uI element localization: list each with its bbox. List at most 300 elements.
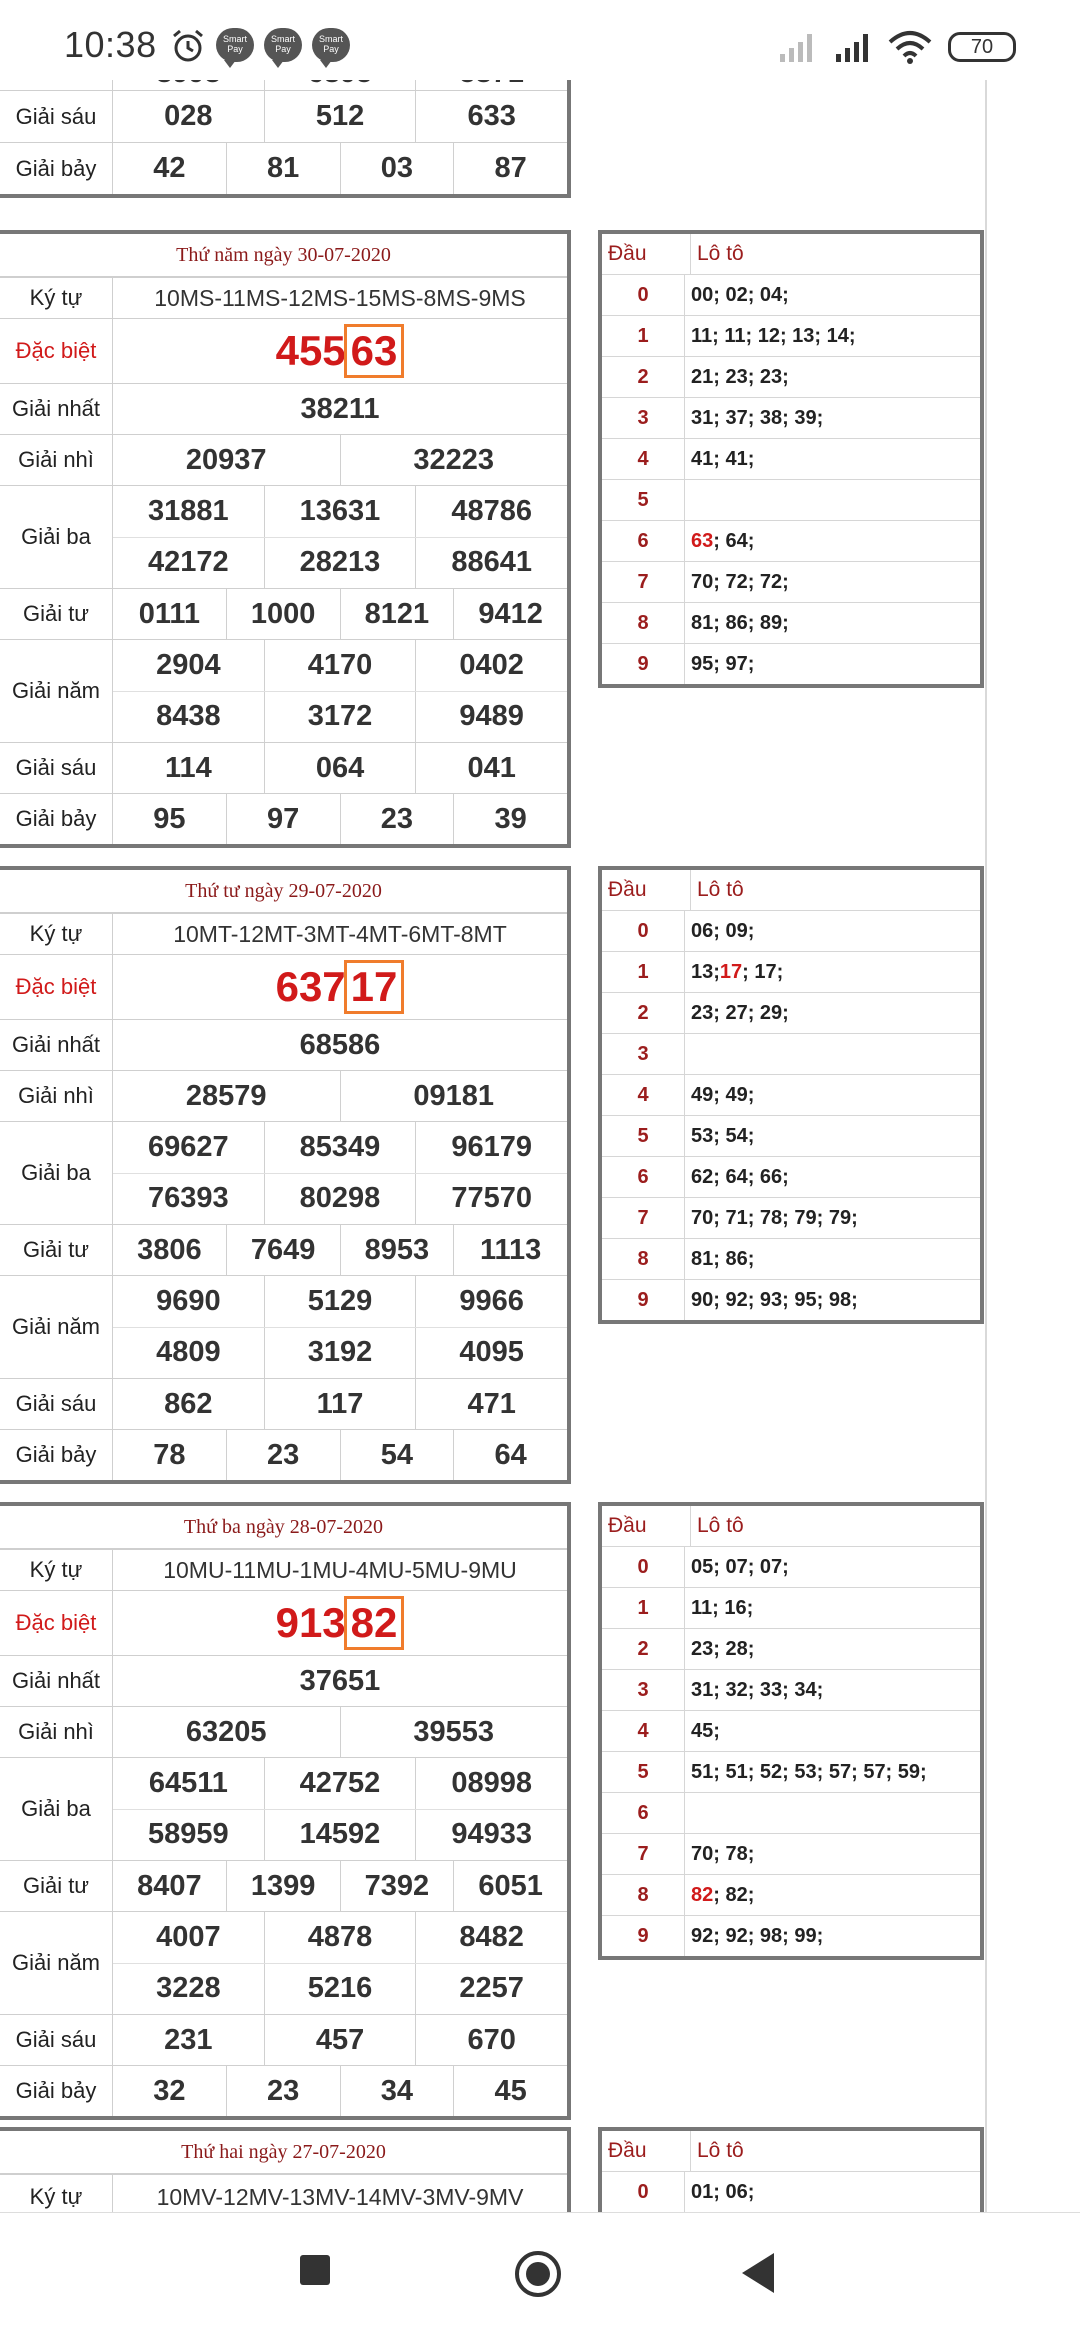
loto-head-digit: 4 (602, 439, 685, 479)
ky-tu-codes: 10MS-11MS-12MS-15MS-8MS-9MS (154, 284, 526, 311)
wifi-icon (888, 30, 932, 64)
prize-row (0, 742, 567, 793)
prize-values (113, 435, 567, 485)
prize-number: 42 (153, 152, 186, 184)
prize-label: Ký tự (0, 914, 113, 954)
loto-values (685, 1752, 980, 1792)
prize-label: Đặc biệt (0, 319, 113, 383)
prize-values-row (113, 1809, 567, 1861)
loto-row (602, 2171, 980, 2212)
results-table-partial-top (0, 60, 571, 198)
prize-number: 041 (415, 743, 567, 793)
loto-head-digit: 9 (602, 1280, 685, 1320)
loto-row (602, 992, 980, 1033)
loto-col-label: Lô tô (697, 1514, 744, 1537)
loto-row (602, 1115, 980, 1156)
prize-number: 633 (415, 91, 567, 142)
loto-head-digit: 3 (602, 398, 685, 438)
prize-number: 7649 (226, 1225, 340, 1275)
loto-values-post: 53; 54; (691, 1124, 755, 1147)
loto-row (602, 1915, 980, 1956)
prize-label: Giải nhì (0, 435, 113, 485)
prize-values (113, 640, 567, 742)
loto-header-row (602, 1506, 980, 1546)
prize-label: Giải sáu (0, 91, 113, 142)
prize-label: Giải năm (0, 640, 113, 742)
prize-number: 064 (264, 743, 416, 793)
loto-head-digit: 5 (602, 1116, 685, 1156)
loto-values-post: ; 82; (713, 1883, 755, 1906)
prize-label: Ký tự (0, 1550, 113, 1590)
loto-head-digit: 0 (602, 275, 685, 315)
loto-head-digit: 2 (602, 1629, 685, 1669)
prize-values-row (113, 1173, 567, 1225)
loto-head-digit: 5 (602, 1752, 685, 1792)
prize-values (113, 1379, 567, 1429)
loto-values-post: ; 64; (713, 529, 755, 552)
status-bar (0, 0, 1080, 80)
prize-values-row (113, 2015, 567, 2065)
loto-head-digit: 7 (602, 562, 685, 602)
loto-values (685, 1075, 980, 1115)
prize-number: 77570 (415, 1174, 567, 1225)
prize-number: 13631 (264, 486, 416, 537)
loto-row (602, 315, 980, 356)
prize-number: 8407 (137, 1869, 202, 1902)
prize-values-row (113, 640, 567, 691)
loto-row (602, 643, 980, 684)
loto-values-post: 11; 11; 12; 13; 14; (691, 324, 856, 347)
prize-values (113, 743, 567, 793)
prize-label: Giải nhất (0, 1020, 113, 1070)
loto-row (602, 561, 980, 602)
loto-table (598, 1502, 984, 1960)
ky-tu-row (0, 913, 567, 954)
prize-number: 23 (226, 2066, 340, 2116)
loto-row (602, 1279, 980, 1320)
prize-row (0, 1224, 567, 1275)
special-prize-tail-highlight: 82 (344, 1596, 405, 1650)
loto-row (602, 1792, 980, 1833)
loto-values (685, 480, 980, 520)
prize-values (113, 1122, 567, 1224)
prize-values-row (113, 691, 567, 743)
loto-values (685, 1116, 980, 1156)
prize-number: 81 (226, 143, 340, 194)
prize-values-row (113, 794, 567, 844)
prize-number: 028 (164, 100, 213, 132)
loto-values (685, 1711, 980, 1751)
prize-number: 231 (164, 2023, 213, 2056)
prize-number: 97 (226, 794, 340, 844)
smart-pay-icon: Smart Pay (216, 28, 254, 62)
prize-row (0, 383, 567, 434)
loto-header-row (602, 2131, 980, 2171)
draw-date-header: Thứ hai ngày 27-07-2020 (0, 2131, 567, 2174)
prize-row (0, 1121, 567, 1224)
loto-table (598, 866, 984, 1324)
prize-number: 7392 (340, 1861, 454, 1911)
prize-row (0, 1860, 567, 1911)
prize-number: 2257 (415, 1964, 567, 2015)
loto-head-digit: 9 (602, 644, 685, 684)
prize-values (113, 486, 567, 588)
prize-label: Giải sáu (0, 743, 113, 793)
loto-values-post: 49; 49; (691, 1083, 755, 1106)
prize-row (0, 2014, 567, 2065)
prize-values (113, 1550, 567, 1590)
prize-label: Giải sáu (0, 2015, 113, 2065)
prize-row (0, 1757, 567, 1860)
loto-head-digit: 8 (602, 603, 685, 643)
loto-head-label: Đầu (602, 234, 691, 274)
loto-row (602, 1033, 980, 1074)
loto-special-highlight: 17 (719, 960, 743, 983)
loto-values (685, 644, 980, 684)
loto-head-digit: 0 (602, 1547, 685, 1587)
prize-number: 45 (453, 2066, 567, 2116)
loto-row (602, 397, 980, 438)
loto-head-digit: 4 (602, 1075, 685, 1115)
signal-strength-icon (834, 32, 874, 62)
loto-values (685, 1157, 980, 1197)
battery-icon: 70 (948, 32, 1016, 62)
prize-number: 85349 (264, 1122, 416, 1173)
loto-values-post: 21; 23; 23; (691, 365, 789, 388)
loto-row (602, 274, 980, 315)
loto-values (685, 1547, 980, 1587)
prize-values-row (113, 1591, 567, 1655)
prize-number: 8121 (340, 589, 454, 639)
loto-head-digit: 6 (602, 1157, 685, 1197)
loto-row (602, 910, 980, 951)
prize-number: 4095 (415, 1328, 567, 1379)
prize-values-row (113, 1758, 567, 1809)
loto-values (685, 1670, 980, 1710)
prize-number: 69627 (148, 1130, 229, 1163)
prize-row-giai-bay (0, 142, 567, 194)
prize-values-row (113, 1122, 567, 1173)
prize-number: 4170 (264, 640, 416, 691)
home-button[interactable] (515, 2251, 561, 2297)
prize-number: 39553 (340, 1707, 568, 1757)
draw-date-header: Thứ ba ngày 28-07-2020 (0, 1506, 567, 1549)
ky-tu-codes: 10MU-11MU-1MU-4MU-5MU-9MU (163, 1556, 517, 1583)
prize-values-row (113, 1861, 567, 1911)
prize-number: 1000 (226, 589, 340, 639)
prize-values (113, 1912, 567, 2014)
smart-pay-icon: Smart Pay (312, 28, 350, 62)
prize-number: 114 (164, 751, 212, 784)
loto-values (685, 1793, 980, 1833)
prize-row (0, 793, 567, 844)
prize-values-row (113, 384, 567, 434)
loto-head-digit: 9 (602, 1916, 685, 1956)
loto-values-post: 23; 28; (691, 1637, 755, 1660)
prize-number: 1399 (226, 1861, 340, 1911)
loto-special-highlight: 63 (691, 529, 714, 552)
prize-number: 68586 (299, 1028, 381, 1061)
prize-number: 5129 (264, 1276, 416, 1327)
prize-row (0, 1070, 567, 1121)
prize-number: 37651 (299, 1664, 381, 1697)
loto-head-digit: 1 (602, 1588, 685, 1628)
prize-label: Giải bảy (0, 1430, 113, 1480)
prize-number: 9966 (415, 1276, 567, 1327)
prize-number: 2904 (156, 648, 221, 681)
loto-head-digit: 7 (602, 1834, 685, 1874)
loto-values (685, 993, 980, 1033)
loto-values-post: 11; 16; (691, 1596, 754, 1619)
prize-number: 64511 (148, 1766, 228, 1799)
prize-values-row (113, 435, 567, 485)
prize-row (0, 1019, 567, 1070)
loto-row (602, 1546, 980, 1587)
prize-number: 3192 (264, 1328, 416, 1379)
loto-values-post: 70; 72; 72; (691, 570, 789, 593)
prize-number: 117 (264, 1379, 416, 1429)
loto-header-row (602, 870, 980, 910)
loto-values-post: 81; 86; (691, 1247, 755, 1270)
prize-number: 32223 (340, 435, 568, 485)
prize-label: Giải bảy (0, 794, 113, 844)
prize-values-row (113, 955, 567, 1019)
prize-values (113, 1225, 567, 1275)
loto-head-digit: 7 (602, 1198, 685, 1238)
prize-values-row (113, 1020, 567, 1070)
recents-button[interactable] (300, 2255, 330, 2285)
prize-number: 28579 (185, 1079, 267, 1112)
loto-col-label: Lô tô (697, 242, 744, 265)
loto-values-post: 62; 64; 66; (691, 1165, 789, 1188)
prize-values (113, 319, 567, 383)
ky-tu-row (0, 1549, 567, 1590)
prize-row (0, 1275, 567, 1378)
loto-values-post: 92; 92; 98; 99; (691, 1924, 824, 1947)
prize-label: Giải ba (0, 1122, 113, 1224)
smart-pay-icon: Smart Pay (264, 28, 302, 62)
loto-head-digit: 8 (602, 1875, 685, 1915)
loto-values (685, 275, 980, 315)
prize-number: 48786 (415, 486, 567, 537)
loto-row (602, 1874, 980, 1915)
loto-head-digit: 1 (602, 316, 685, 356)
loto-values-post: 31; 32; 33; 34; (691, 1678, 824, 1701)
special-prize-row (0, 1590, 567, 1655)
prize-values (113, 914, 567, 954)
prize-row (0, 2065, 567, 2116)
prize-values (113, 2015, 567, 2065)
prize-number: 0111 (138, 597, 201, 630)
loto-row (602, 1710, 980, 1751)
prize-number: 63205 (185, 1715, 267, 1748)
loto-row (602, 602, 980, 643)
prize-row (0, 1429, 567, 1480)
prize-values (113, 794, 567, 844)
prize-label: Giải nhì (0, 1707, 113, 1757)
prize-number: 862 (164, 1387, 213, 1420)
special-prize-row (0, 954, 567, 1019)
prize-values (113, 384, 567, 434)
prize-values (113, 1656, 567, 1706)
prize-number: 88641 (415, 538, 567, 589)
prize-label: Đặc biệt (0, 955, 113, 1019)
loto-row (602, 1669, 980, 1710)
prize-number: 23 (340, 794, 454, 844)
loto-values-post: 51; 51; 52; 53; 57; 57; 59; (691, 1760, 927, 1783)
prize-values-row (113, 2066, 567, 2116)
loto-values (685, 439, 980, 479)
loto-head-digit: 5 (602, 480, 685, 520)
loto-values (685, 1034, 980, 1074)
prize-values-row (113, 1912, 567, 1963)
prize-number: 64 (453, 1430, 567, 1480)
loto-values-post: 00; 02; 04; (691, 283, 789, 306)
loto-row (602, 951, 980, 992)
loto-row (602, 1751, 980, 1792)
prize-number: 28213 (264, 538, 416, 589)
prize-label: Giải năm (0, 1912, 113, 2014)
prize-number: 9412 (453, 589, 567, 639)
prize-number: 54 (340, 1430, 454, 1480)
loto-row (602, 356, 980, 397)
prize-number: 670 (415, 2015, 567, 2065)
prize-number: 8438 (156, 700, 221, 733)
prize-values-row (113, 589, 567, 639)
loto-values (685, 521, 980, 561)
prize-values (113, 278, 567, 318)
loto-head-digit: 1 (602, 952, 685, 992)
prize-values-row (113, 319, 567, 383)
prize-row (0, 1378, 567, 1429)
loto-table (598, 230, 984, 688)
prize-number: 95 (153, 802, 186, 835)
prize-values (113, 1430, 567, 1480)
system-navigation-bar (0, 2212, 1080, 2341)
loto-row (602, 1197, 980, 1238)
special-prize-number (113, 955, 567, 1019)
prize-values-row (113, 1430, 567, 1480)
draw-date-header: Thứ tư ngày 29-07-2020 (0, 870, 567, 913)
loto-values (685, 562, 980, 602)
prize-label: Giải nhì (0, 1071, 113, 1121)
prize-label: Giải ba (0, 486, 113, 588)
special-prize-head: 913 (275, 1599, 346, 1646)
prize-values-row (113, 1327, 567, 1379)
prize-number: 58959 (148, 1818, 229, 1851)
prize-label: Ký tự (0, 2175, 113, 2219)
loto-head-digit: 2 (602, 993, 685, 1033)
loto-values (685, 1834, 980, 1874)
prize-number: 8953 (340, 1225, 454, 1275)
prize-number: 96179 (415, 1122, 567, 1173)
prize-number: 471 (415, 1379, 567, 1429)
status-time: 10:38 (64, 24, 157, 65)
prize-values-row (113, 1276, 567, 1327)
prize-number: 1113 (453, 1225, 567, 1275)
loto-row (602, 520, 980, 561)
special-prize-head: 455 (275, 327, 346, 374)
loto-values (685, 1239, 980, 1279)
loto-head-digit: 0 (602, 911, 685, 951)
prize-row-giai-sau (0, 90, 567, 142)
prize-values (113, 1758, 567, 1860)
prize-label: Giải năm (0, 1276, 113, 1378)
special-prize-row (0, 318, 567, 383)
loto-row (602, 1074, 980, 1115)
prize-number: 5216 (264, 1964, 416, 2015)
prize-number: 03 (340, 143, 454, 194)
loto-values-post: 90; 92; 93; 95; 98; (691, 1288, 858, 1311)
prize-number: 0402 (415, 640, 567, 691)
loto-row (602, 479, 980, 520)
loto-row (602, 1833, 980, 1874)
prize-number: 23 (226, 1430, 340, 1480)
prize-values (113, 1071, 567, 1121)
loto-values (685, 1875, 980, 1915)
loto-row (602, 1156, 980, 1197)
loto-row (602, 1238, 980, 1279)
loto-values-post: 70; 78; (691, 1842, 755, 1865)
prize-number: 87 (453, 143, 567, 194)
content-border (985, 80, 987, 2212)
loto-values-post: 05; 07; 07; (691, 1555, 789, 1578)
prize-number: 4809 (156, 1336, 221, 1369)
signal-strength-icon (778, 32, 818, 62)
special-prize-tail-highlight: 17 (344, 960, 405, 1014)
ky-tu-row (0, 277, 567, 318)
loto-values-post: 45; (691, 1719, 720, 1742)
special-prize-head: 637 (275, 963, 346, 1010)
loto-header-row (602, 234, 980, 274)
prize-label: Giải tư (0, 1861, 113, 1911)
ky-tu-codes: 10MT-12MT-3MT-4MT-6MT-8MT (173, 920, 507, 947)
prize-number: 14592 (264, 1810, 416, 1861)
ky-tu-codes: 10MV-12MV-13MV-14MV-3MV-9MV (156, 2183, 524, 2210)
prize-number: 08998 (415, 1758, 567, 1809)
prize-label: Giải tư (0, 1225, 113, 1275)
prize-values-row (113, 1550, 567, 1590)
back-button[interactable] (742, 2253, 774, 2293)
loto-values-post: 95; 97; (691, 652, 755, 675)
prize-number: 31881 (148, 494, 229, 527)
prize-values (113, 955, 567, 1019)
loto-values-post: 31; 37; 38; 39; (691, 406, 824, 429)
loto-row (602, 1587, 980, 1628)
prize-values (113, 1591, 567, 1655)
prize-values-row (113, 1225, 567, 1275)
loto-values (685, 1629, 980, 1669)
loto-values (685, 357, 980, 397)
loto-values: 01; 06; (691, 2180, 755, 2203)
loto-values (685, 1280, 980, 1320)
prize-number: 42752 (264, 1758, 416, 1809)
loto-row (602, 438, 980, 479)
loto-special-highlight: 82 (691, 1883, 714, 1906)
loto-values (685, 316, 980, 356)
prize-label: Giải tư (0, 589, 113, 639)
special-prize-tail-highlight: 63 (344, 324, 405, 378)
loto-values-post: 81; 86; 89; (691, 611, 789, 634)
prize-number: 42172 (148, 546, 229, 579)
alarm-icon (170, 28, 206, 64)
prize-label: Đặc biệt (0, 1591, 113, 1655)
loto-values (685, 911, 980, 951)
prize-number: 39 (453, 794, 567, 844)
prize-number: 4878 (264, 1912, 416, 1963)
prize-number: 80298 (264, 1174, 416, 1225)
prize-number: 38211 (300, 392, 380, 425)
